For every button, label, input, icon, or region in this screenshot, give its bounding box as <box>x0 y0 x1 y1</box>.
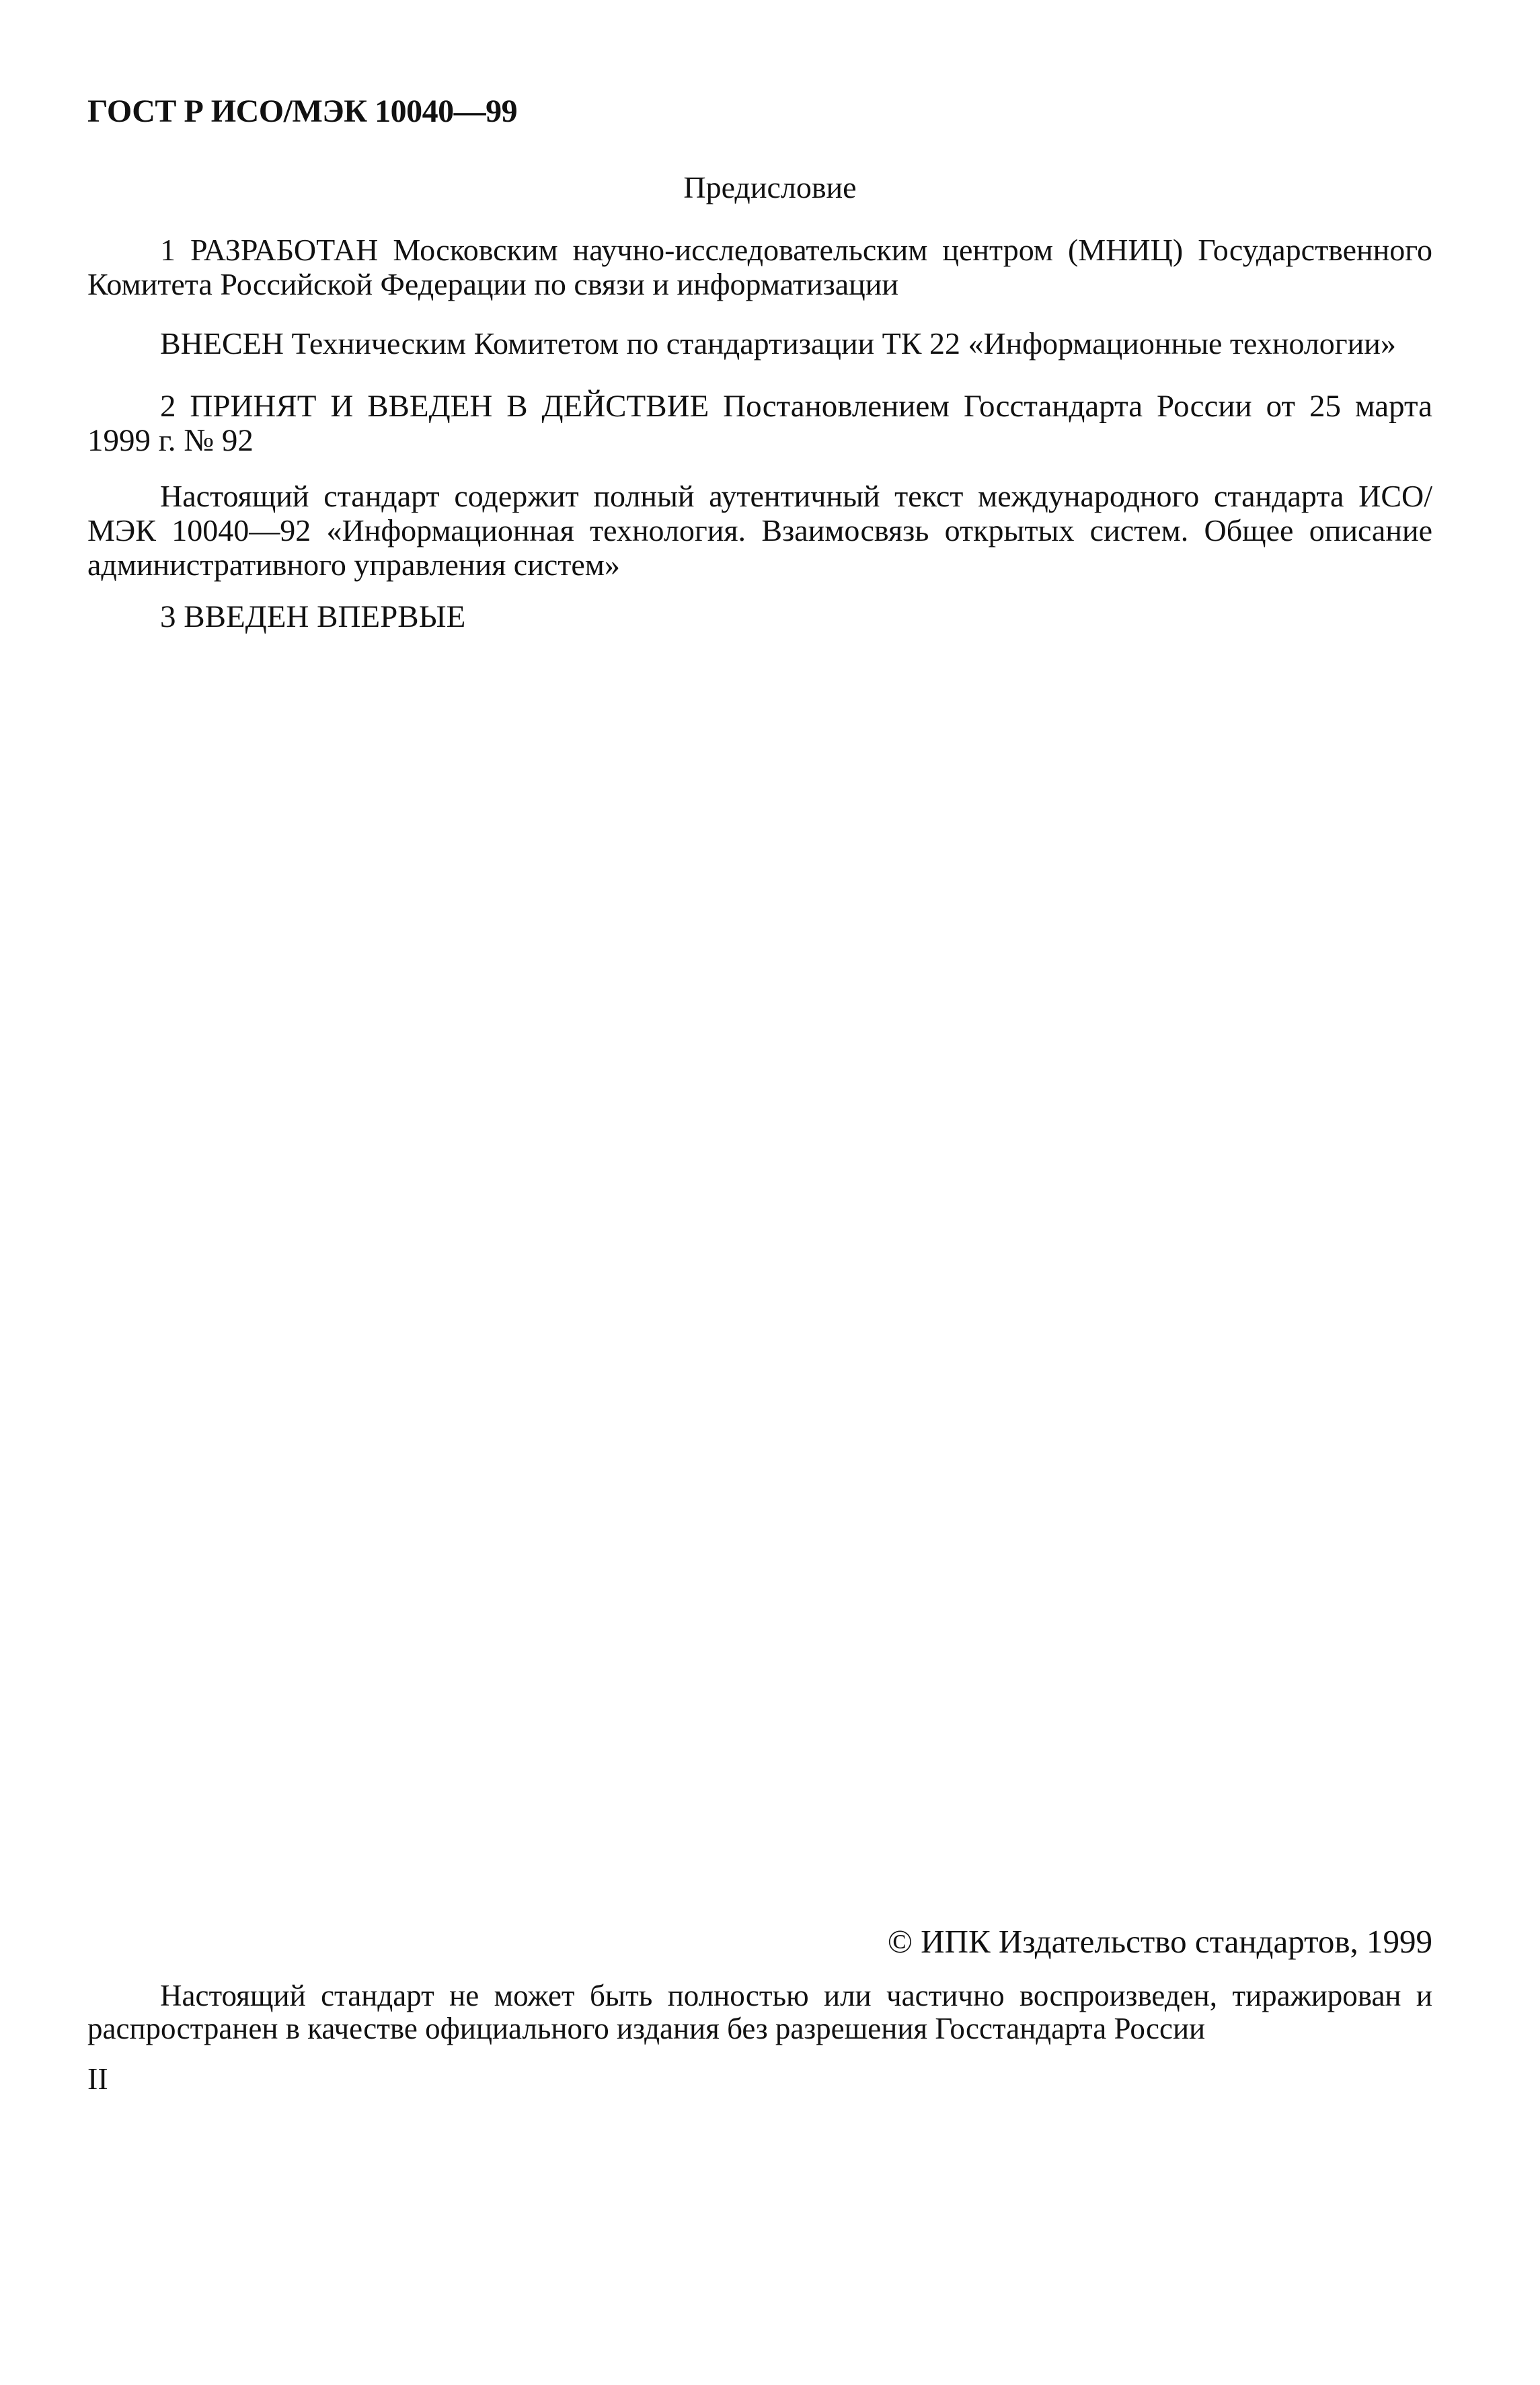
paragraph-text: ВНЕСЕН Техническим Комитетом по стандартизации ТК 22 «Информационные технологии» <box>160 326 1396 361</box>
paragraph-developed-by <box>87 233 1432 301</box>
page-number: II <box>87 2061 108 2096</box>
paragraph-text: Настоящий стандарт содержит полный аутентичный текст международного стандарта ИСО/МЭК 10040—92 «Информационная технология. Взаимосвязь открытых систем. Общее описание административного управления систем» <box>87 479 1432 582</box>
standard-designation: ГОСТ Р ИСО/МЭК 10040—99 <box>87 93 518 129</box>
paragraph-introduced-by <box>87 326 1432 361</box>
paragraph-text: 2 ПРИНЯТ И ВВЕДЕН В ДЕЙСТВИЕ Постановлением Госстандарта России от 25 марта 1999 г. № 92 <box>87 389 1432 458</box>
reproduction-notice <box>87 1979 1432 2045</box>
paragraph-adopted <box>87 389 1432 458</box>
preface-title: Предисловие <box>683 170 857 204</box>
copyright-line: © ИПК Издательство стандартов, 1999 <box>887 1923 1432 1960</box>
paragraph-text: Настоящий стандарт не может быть полностью или частично воспроизведен, тиражирован и распространен в качестве официального издания без разрешения Госстандарта России <box>87 1979 1432 2045</box>
paragraph-authentic-text <box>87 479 1432 582</box>
paragraph-first-introduced <box>87 600 1432 634</box>
paragraph-text: 1 РАЗРАБОТАН Московским научно-исследовательским центром (МНИЦ) Государственного Комитета Российской Федерации по связи и информатизации <box>87 233 1432 301</box>
paragraph-text: 3 ВВЕДЕН ВПЕРВЫЕ <box>160 599 466 634</box>
